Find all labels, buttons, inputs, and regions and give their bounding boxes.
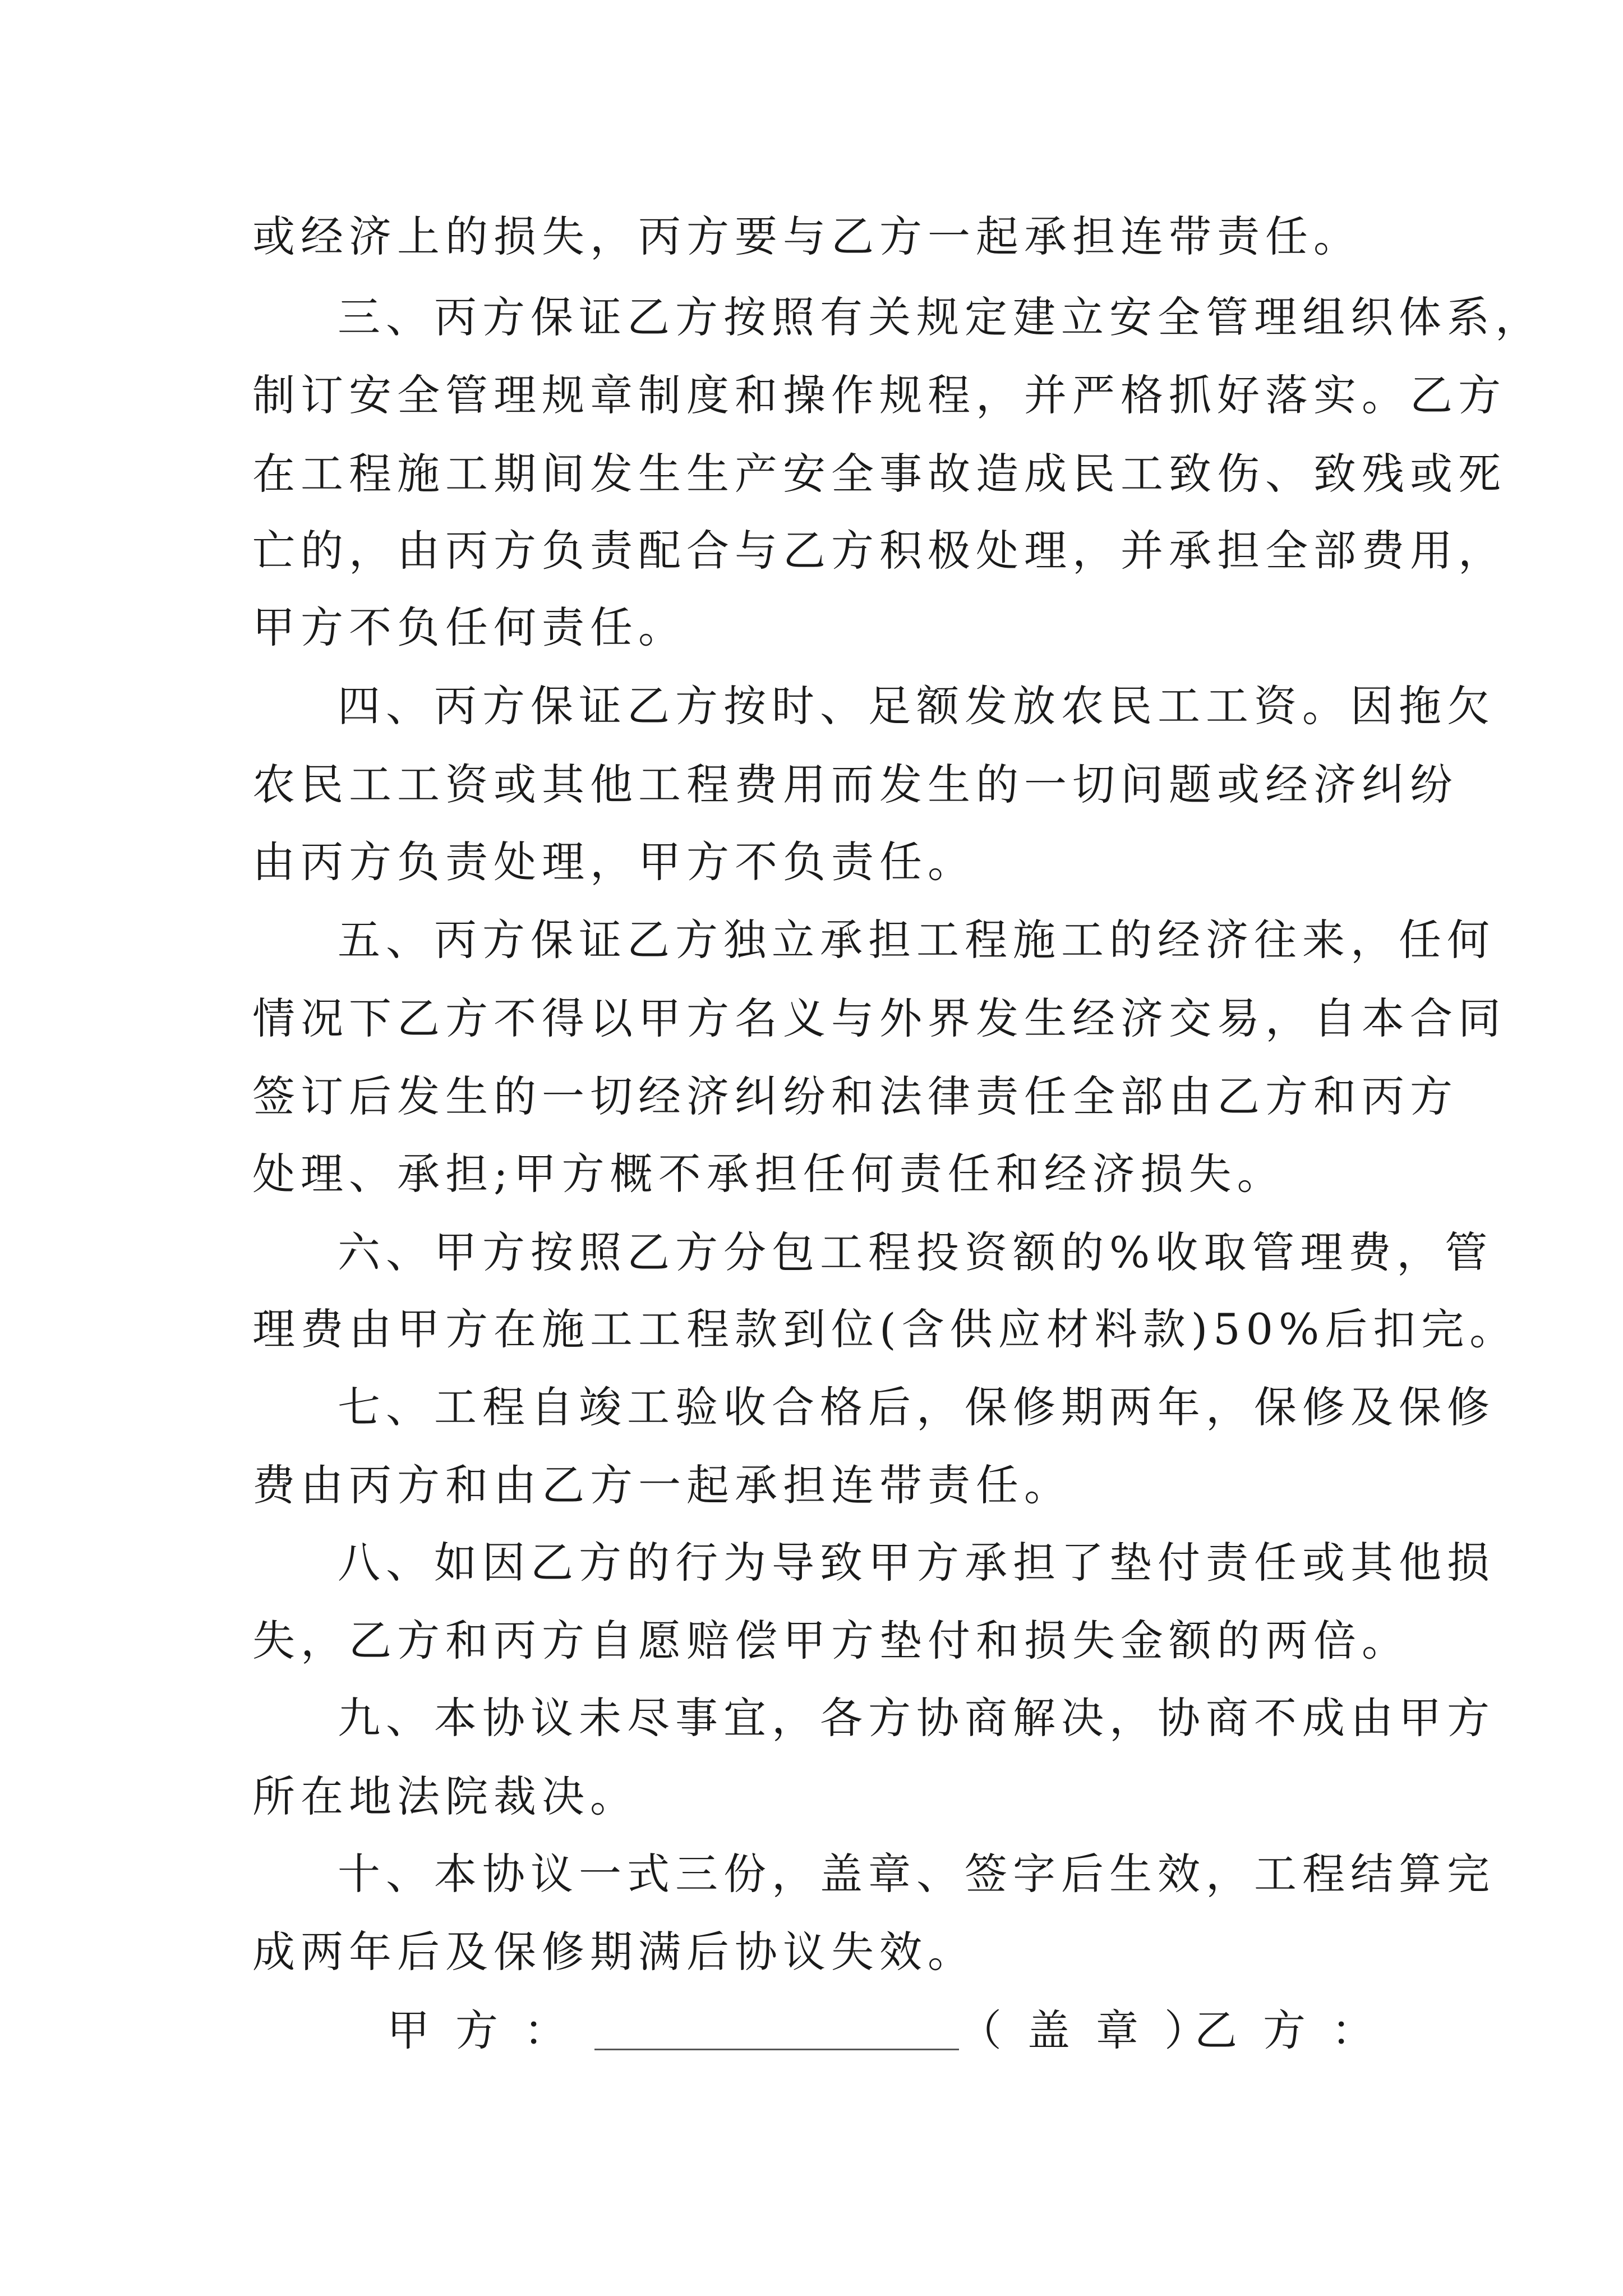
text-line: 或经济上的损失，丙方要与乙方一起承担连带责任。 xyxy=(252,211,1362,261)
party-b-label: 乙方： xyxy=(1195,2005,1400,2055)
text-line: 亡的，由丙方负责配合与乙方积极处理，并承担全部费用， xyxy=(252,526,1506,576)
signature-row xyxy=(252,2003,1430,2064)
text-line: 三、丙方保证乙方按照有关规定建立安全管理组织体系， xyxy=(338,292,1543,342)
text-line: 费由丙方和由乙方一起承担连带责任。 xyxy=(252,1460,1072,1510)
text-line: 十、本协议一式三份，盖章、签字后生效，工程结算完 xyxy=(338,1849,1495,1899)
text-line: 九、本协议未尽事宜，各方协商解决，协商不成由甲方 xyxy=(338,1693,1495,1743)
text-line: 在工程施工期间发生生产安全事故造成民工致伤、致残或死 xyxy=(252,449,1506,499)
text-line: 情况下乙方不得以甲方名义与外界发生经济交易，自本合同 xyxy=(252,993,1506,1043)
signature-blank-line xyxy=(594,2049,959,2050)
text-line: 七、工程自竣工验收合格后，保修期两年，保修及保修 xyxy=(338,1382,1495,1432)
text-line: 制订安全管理规章制度和操作规程，并严格抓好落实。乙方 xyxy=(252,370,1506,420)
text-line: 八、如因乙方的行为导致甲方承担了垫付责任或其他损 xyxy=(338,1538,1495,1588)
seal-label: （盖章） xyxy=(959,2005,1233,2055)
text-line: 失，乙方和丙方自愿赔偿甲方垫付和损失金额的两倍。 xyxy=(252,1616,1410,1665)
text-line: 签订后发生的一切经济纠纷和法律责任全部由乙方和丙方 xyxy=(252,1071,1458,1121)
text-line: 处理、承担;甲方概不承担任何责任和经济损失。 xyxy=(252,1149,1285,1199)
text-line: 四、丙方保证乙方按时、足额发放农民工工资。因拖欠 xyxy=(338,681,1495,731)
text-line: 所在地法院裁决。 xyxy=(252,1772,638,1821)
party-a-label: 甲方： xyxy=(387,2005,592,2055)
text-line: 成两年后及保修期满后协议失效。 xyxy=(252,1927,976,1977)
text-line: 农民工工资或其他工程费用而发生的一切问题或经济纠纷 xyxy=(252,760,1458,809)
text-line: 甲方不负任何责任。 xyxy=(252,602,686,652)
text-line: 六、甲方按照乙方分包工程投资额的%收取管理费，管 xyxy=(338,1227,1493,1277)
text-line: 理费由甲方在施工工程款到位(含供应材料款)50%后扣完。 xyxy=(252,1304,1518,1354)
text-line: 五、丙方保证乙方独立承担工程施工的经济往来，任何 xyxy=(338,915,1495,965)
text-line: 由丙方负责处理，甲方不负责任。 xyxy=(252,837,976,887)
